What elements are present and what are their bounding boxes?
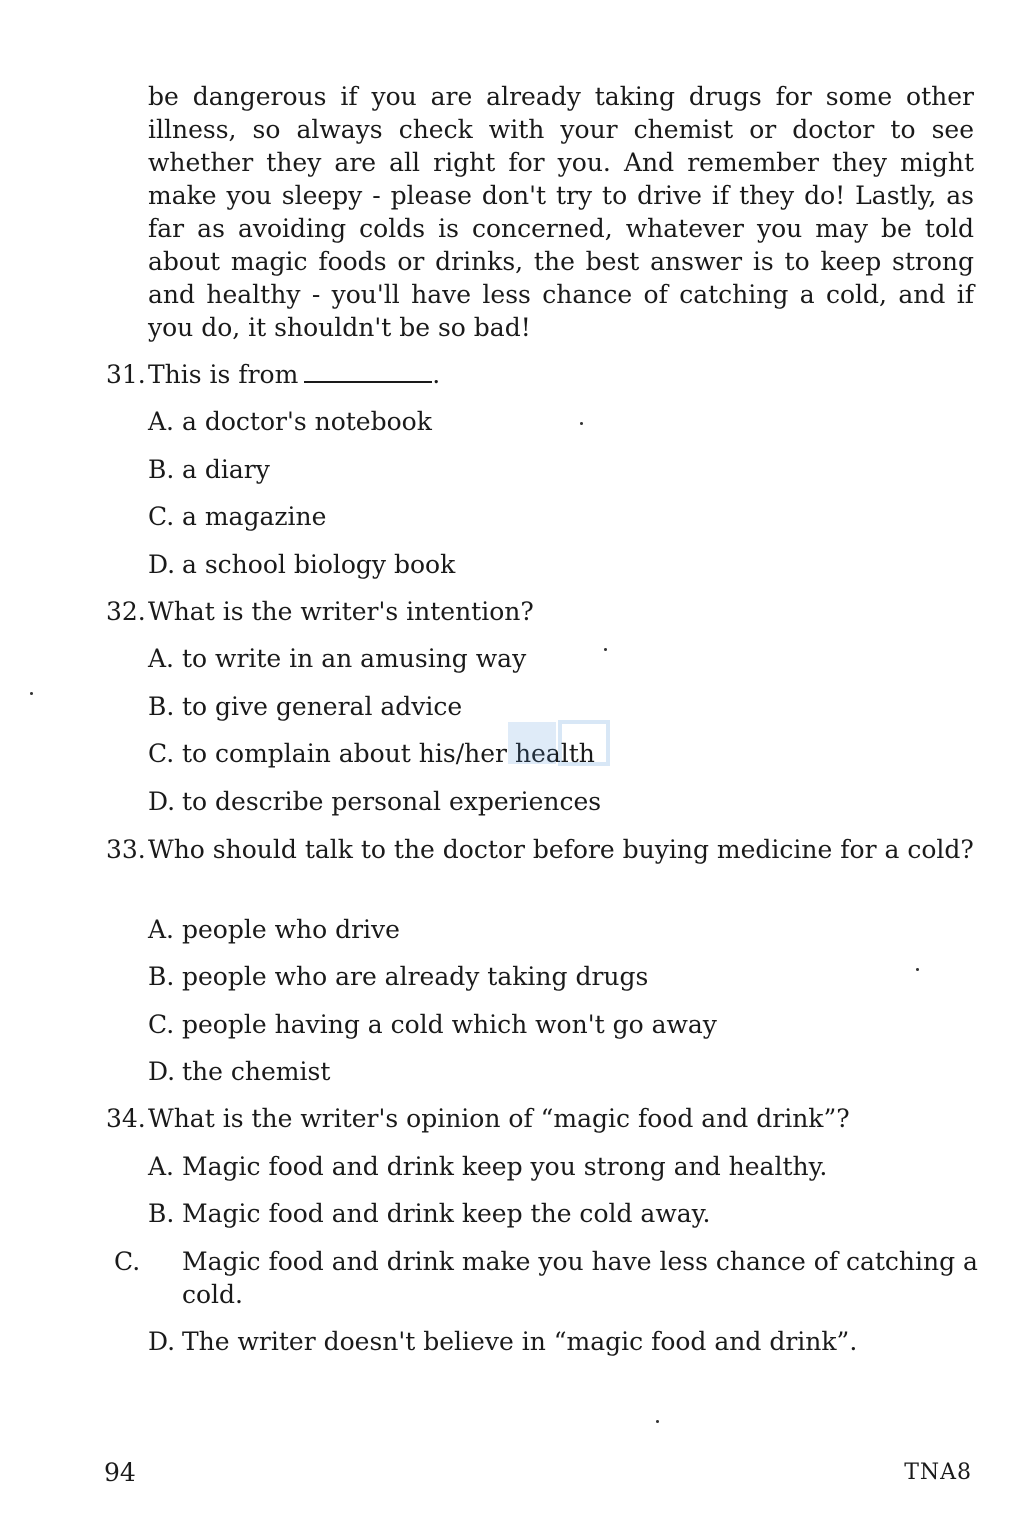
scan-speck [580, 422, 583, 425]
option-34-b: B. Magic food and drink keep the cold away. [148, 1199, 711, 1228]
question-33-text: Who should talk to the doctor before buying medicine for a cold? [148, 835, 974, 864]
option-31-a: A. a doctor's notebook [148, 407, 432, 436]
option-34-a: A. Magic food and drink keep you strong and healthy. [148, 1152, 828, 1181]
option-33-b: B. people who are already taking drugs [148, 962, 649, 991]
option-33-a: A. people who drive [148, 915, 400, 944]
question-number: 31. [106, 360, 146, 389]
question-number: 33. [106, 835, 146, 864]
question-text: What is the writer's opinion of “magic food and drink”? [148, 1104, 850, 1133]
watermark-logo-icon [508, 718, 614, 768]
option-31-d: D. a school biology book [148, 550, 456, 579]
page-number: 94 [104, 1458, 136, 1487]
question-34 [106, 1102, 974, 1135]
scan-speck [656, 1420, 659, 1423]
book-code: TNA8 [904, 1460, 972, 1485]
scan-speck [30, 692, 33, 695]
option-34-c: C. Magic food and drink make you have less chance of catching a cold. [114, 1247, 978, 1309]
reading-passage: be dangerous if you are already taking drugs for some other illness, so always check with your chemist or doctor to see whether they are all right for you. And remember they might make you sleepy - please don't try to drive if they do! Lastly, as far as avoiding colds is concerned, whatever you may be told about magic foods or drinks, the best answer is to keep strong and healthy - you'll have less chance of catching a cold, and if you do, it shouldn't be so bad! [148, 82, 974, 342]
question-suffix: . [432, 360, 441, 389]
option-32-b: B. to give general advice [148, 692, 463, 721]
option-31-c: C. a magazine [148, 502, 327, 531]
question-text: What is the writer's intention? [148, 597, 534, 626]
option-33-c: C. people having a cold which won't go away [148, 1010, 717, 1039]
question-number: 32. [106, 597, 146, 626]
option-32-a: A. to write in an amusing way [148, 644, 527, 673]
option-33-d: D. the chemist [148, 1057, 331, 1086]
option-32-d: D. to describe personal experiences [148, 787, 602, 816]
option-32-c: C. to complain about his/her health [148, 739, 595, 768]
answer-blank [304, 359, 432, 383]
question-31 [106, 358, 974, 391]
question-32 [106, 595, 974, 628]
scan-speck [916, 968, 919, 971]
option-34-d: D. The writer doesn't believe in “magic food and drink”. [148, 1327, 858, 1356]
option-31-b: B. a diary [148, 455, 270, 484]
question-text: This is from [148, 360, 299, 389]
scan-speck [604, 648, 607, 651]
question-number: 34. [106, 1104, 146, 1133]
